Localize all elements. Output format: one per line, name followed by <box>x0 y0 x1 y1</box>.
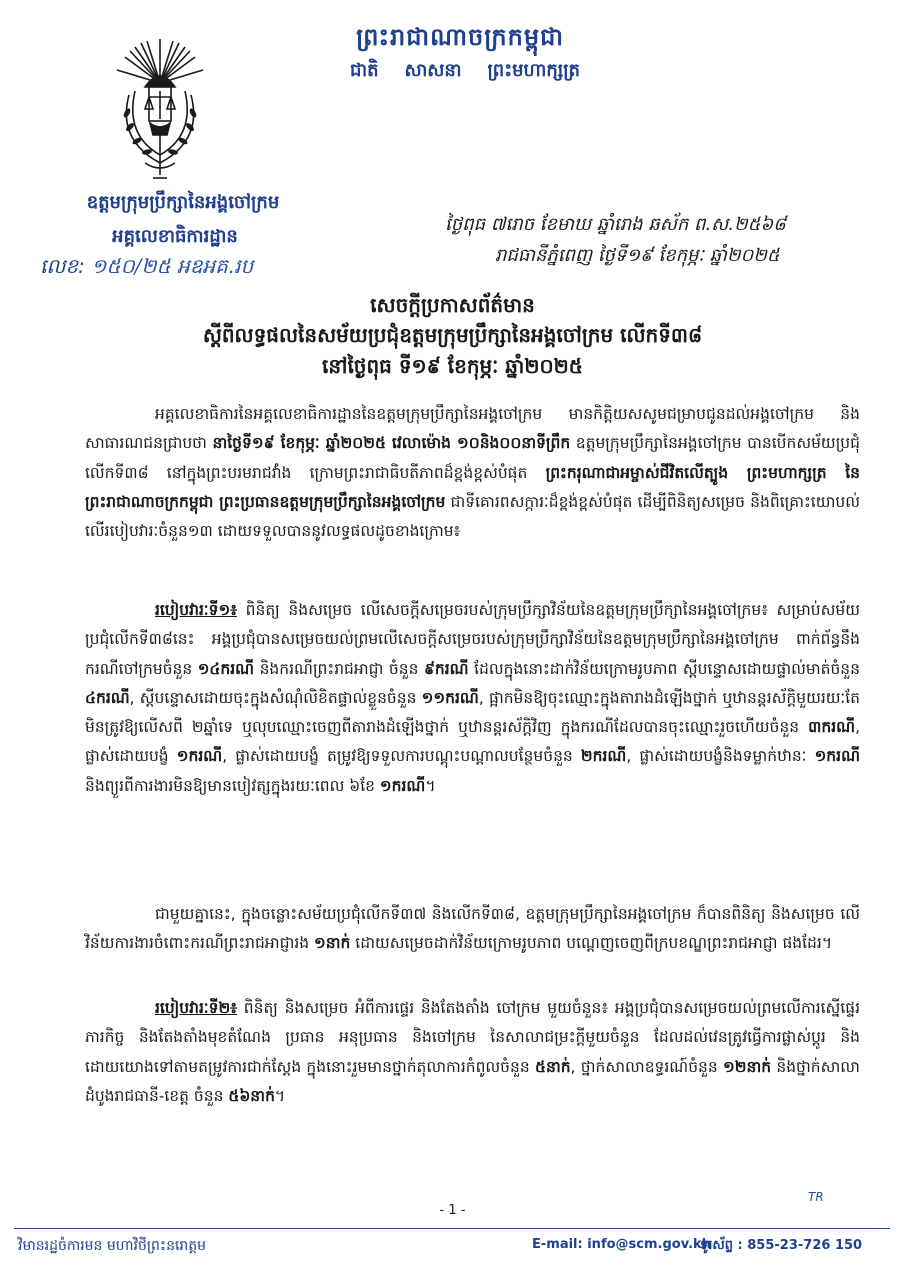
page-number: - 1 - <box>439 1203 466 1218</box>
agenda-1-text: , ផ្លាស់ដោយបង្ខំនិងទម្លាក់ឋានៈ <box>626 747 815 766</box>
agenda-1-count: ១ករណី <box>176 747 223 766</box>
agenda-1-text: ។ <box>425 776 436 795</box>
agenda-2-count: ៥នាក់ <box>534 1057 571 1076</box>
agenda-2-paragraph <box>85 994 860 1111</box>
agenda-1-count: ៤ករណី <box>85 688 130 707</box>
secretariat-name: អគ្គលេខាធិការដ្ឋាន <box>112 226 238 247</box>
agenda-1-count: ៣ករណី <box>808 718 856 737</box>
agenda-1-text: , ផ្អាកមិនឱ្យចុះឈ្មោះក្នុងតារាងដំឡើងថ្នាក់ ឬឋានន្តរស័ក្តិមួយរយៈតែមិនត្រូវឱ្យលើសពី ២ឆ្នាំទេ ឬលុបឈ្មោះចេញពីតារាងដំឡើងថ្នាក់ ឬឋានន្តរស័ក្តិវិញ ក្នុងករណីដែលបានចុះឈ្មោះរួចហើយចំនួន <box>85 688 860 737</box>
organization-name: ឧត្តមក្រុមប្រឹក្សានៃអង្គចៅក្រម <box>86 192 280 213</box>
agenda-1-label: របៀបវារៈទី១៖ <box>155 601 238 619</box>
footer-divider <box>14 1228 890 1229</box>
agenda-1-count: ១ករណី <box>379 776 426 795</box>
agenda-1-text: , ស្ដីបន្ទោសដោយចុះក្នុងសំណុំលិខិតផ្ទាល់ខ្លួនចំនួន <box>129 688 422 707</box>
lunar-date: ថ្ងៃពុធ ៧រោច ខែមាឃ ឆ្នាំរោង ឆស័ក ព.ស.២៥៦៨ <box>445 214 786 235</box>
intro-king-title: ព្រះករុណាជាអម្ចាស់ជីវិតលើត្បូង ព្រះមហាក្សត្រ នៃព្រះរាជាណាចក្រកម្ពុជា ព្រះប្រធានឧត្តមក្រុមប្រឹក្សានៃអង្គចៅក្រម <box>85 463 860 511</box>
royal-emblem-icon <box>105 35 215 185</box>
agenda-1-paragraph <box>85 596 860 801</box>
agenda-1-count: ១១ករណី <box>421 688 479 707</box>
motto-king: ព្រះមហាក្សត្រ <box>487 60 580 81</box>
agenda-1-count: ១ករណី <box>814 747 860 766</box>
agenda-1-text: និងករណីព្រះរាជអាជ្ញា ចំនួន <box>254 659 424 678</box>
intro-text-3: ជាទីគោរពសក្ការៈដ៏ខ្ពង់ខ្ពស់បំផុត ដើម្បីពិនិត្យសម្រេច និងពិគ្រោះយោបល់ លើរបៀបវារៈចំនួន១៣ ដោយទទួលបាននូវលទ្ធផលដូចខាងក្រោម៖ <box>85 492 860 541</box>
agenda-1-extra-text: ដោយសម្រេចដាក់វិន័យក្រោមរូបភាព បណ្ដេញចេញពីក្របខណ្ឌព្រះរាជអាជ្ញា ផងដែរ។ <box>350 934 833 953</box>
agenda-1-extra-paragraph <box>85 900 860 959</box>
motto-religion: សាសនា <box>404 60 462 81</box>
intro-paragraph <box>85 400 860 546</box>
document-title: សេចក្ដីប្រកាសព័ត៌មាន <box>370 293 535 317</box>
footer-address: វិមានរដ្ឋចំការមន មហាវិថីព្រះនរោត្តម <box>18 1238 207 1254</box>
intro-text-2: ឧត្តមក្រុមប្រឹក្សានៃអង្គចៅក្រម បានបើកសម័យប្រជុំលើកទី៣៨ នៅក្នុងព្រះបរមរាជវាំង ក្រោមព្រះរាជាធិបតីភាពដ៏ខ្ពង់ខ្ពស់បំផុត <box>85 434 860 482</box>
document-subject: ស្ដីពីលទ្ធផលនៃសម័យប្រជុំឧត្តមក្រុមប្រឹក្សានៃអង្គចៅក្រម លើកទី៣៨ <box>202 323 703 347</box>
agenda-1-extra-text: ជាមួយគ្នានេះ, ក្នុងចន្លោះសម័យប្រជុំលើកទី៣៧ និងលើកទី៣៨, ឧត្តមក្រុមប្រឹក្សានៃអង្គចៅក្រម ក៏បានពិនិត្យ និងសម្រេច លើវិន័យការងារចំពោះករណីព្រះរាជអាជ្ញារង <box>85 905 860 953</box>
agenda-1-text: , ផ្លាស់ដោយបង្ខំ តម្រូវឱ្យទទួលការបណ្ដុះបណ្ដាលបន្ថែមចំនួន <box>222 747 581 766</box>
agenda-2-text: , ថ្នាក់សាលាឧទ្ធរណ៍ចំនួន <box>570 1057 724 1076</box>
agenda-1-extra-count: ១នាក់ <box>314 934 351 953</box>
agenda-2-count: ៥៦នាក់ <box>228 1086 275 1105</box>
initials-mark: TR <box>808 1190 824 1204</box>
agenda-1-text: , ផ្លាស់ដោយបង្ខំ <box>85 718 860 766</box>
document-date: នៅថ្ងៃពុធ ទី១៩ ខែកុម្ភៈ ឆ្នាំ២០២៥ <box>322 354 583 378</box>
agenda-1-count: ៩ករណី <box>423 659 469 678</box>
footer-email[interactable]: E-mail: info@scm.gov.kh <box>532 1237 711 1252</box>
agenda-1-count: ២ករណី <box>580 747 627 766</box>
agenda-2-label: របៀបវារៈទី២៖ <box>155 999 238 1017</box>
reference-label: លេខ: <box>40 254 85 278</box>
reference-value: ១៥០/២៥ អឧអគ.រប <box>91 254 254 278</box>
kingdom-title: ព្រះរាជាណាចក្រកម្ពុជា <box>356 23 564 51</box>
agenda-2-count: ១២នាក់ <box>723 1057 772 1076</box>
solar-date: រាជធានីភ្នំពេញ ថ្ងៃទី១៩ ខែកុម្ភៈ ឆ្នាំ២០២៥ <box>495 245 780 266</box>
agenda-2-text: ។ <box>274 1086 286 1105</box>
national-motto <box>350 58 580 85</box>
agenda-1-text: ពិនិត្យ និងសម្រេច លើសេចក្ដីសម្រេចរបស់ក្រុមប្រឹក្សាវិន័យនៃឧត្តមក្រុមប្រឹក្សានៃអង្គចៅក្រម៖ សម្រាប់សម័យប្រជុំលើកទី៣៨នេះ អង្គប្រជុំបានសម្រេចយល់ព្រមលើសេចក្ដីសម្រេចរបស់ក្រុមប្រឹក្សាវិន័យនៃឧត្តមក្រុមប្រឹក្សានៃអង្គចៅក្រម ពាក់ព័ន្ធនឹងករណីចៅក្រមចំនួន <box>85 601 860 678</box>
agenda-2-text: និងថ្នាក់សាលាដំបូងរាជធានី-ខេត្ត ចំនួន <box>85 1057 860 1105</box>
reference-number <box>40 253 253 283</box>
intro-text-1: អគ្គលេខាធិការនៃអគ្គលេខាធិការដ្ឋាននៃឧត្តមក្រុមប្រឹក្សានៃអង្គចៅក្រម មានកិត្តិយសសូមជម្រាបជូនដល់អង្គចៅក្រម និងសាធារណជនជ្រាបថា <box>85 405 860 453</box>
agenda-2-text: ពិនិត្យ និងសម្រេច អំពីការផ្ទេរ និងតែងតាំង ចៅក្រម មួយចំនួន៖ អង្គប្រជុំបានសម្រេចយល់ព្រមលើការស្នើផ្ទេរភារកិច្ច និងតែងតាំងមុខតំណែង ប្រធាន អនុប្រធាន និងចៅក្រម នៃសាលាជម្រះក្ដីមួយចំនួន ដែលដល់វេនត្រូវធ្វើការផ្លាស់ប្ដូរ និងដោយយោងទៅតាមតម្រូវការជាក់ស្ដែង ក្នុងនោះរួមមានថ្នាក់តុលាការកំពូលចំនួន <box>85 999 860 1076</box>
footer-phone[interactable]: ទូរស័ព្ទ : 855-23-726 150 <box>700 1238 863 1253</box>
agenda-1-text: និងព្យួរពីការងារមិនឱ្យមានបៀវត្សក្នុងរយៈពេល ៦ខែ <box>85 776 380 795</box>
motto-nation: ជាតិ <box>350 60 379 81</box>
intro-datetime: នាថ្ងៃទី១៩ ខែកុម្ភៈ ឆ្នាំ២០២៥ វេលាម៉ោង ១០និង០០នាទីព្រឹក <box>212 434 571 453</box>
agenda-1-count: ១៤ករណី <box>197 659 255 678</box>
agenda-1-text: ដែលក្នុងនោះដាក់វិន័យក្រោមរូបភាព ស្ដីបន្ទោសដោយផ្ទាល់មាត់ចំនួន <box>468 659 860 678</box>
